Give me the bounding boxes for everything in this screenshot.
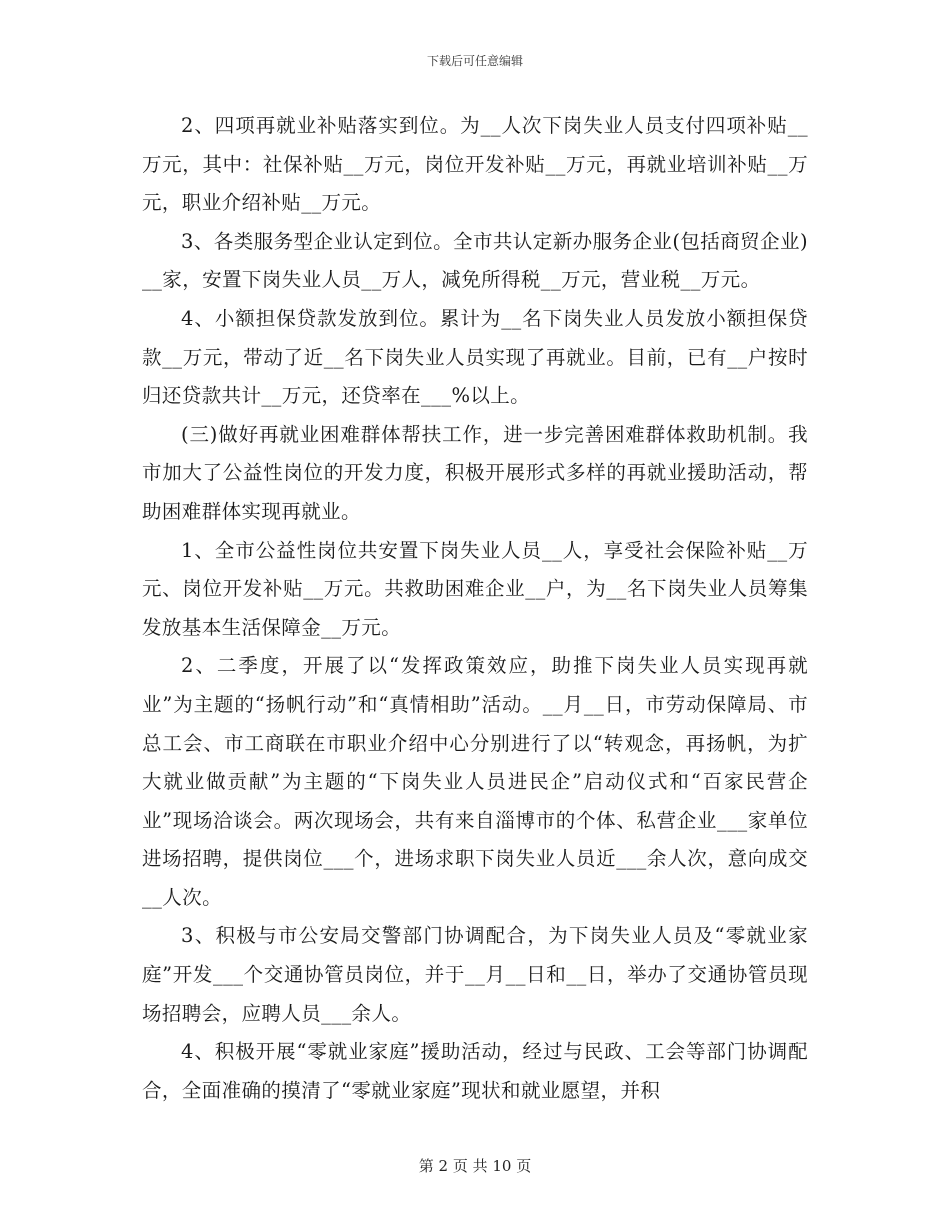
paragraph-subsidies: 2、四项再就业补贴落实到位。为__人次下岗失业人员支付四项补贴__万元，其中：社保补贴__万元，岗位开发补贴__万元，再就业培训补贴__万元，职业介绍补贴__万元。 (142, 114, 808, 215)
paragraph-section-three: (三)做好再就业困难群体帮扶工作，进一步完善困难群体救助机制。我市加大了公益性岗位的开发力度，积极开展形式多样的再就业援助活动，帮助困难群体实现再就业。 (142, 422, 808, 523)
paragraph-traffic-assistant-posts: 3、积极与市公安局交警部门协调配合，为下岗失业人员及“零就业家庭”开发___个交通协管员岗位，并于__月__日和__日，举办了交通协管员现场招聘会，应聘人员___余人。 (142, 924, 808, 1025)
page-footer: 第 2 页 共 10 页 (418, 1157, 532, 1175)
paragraph-zero-employment-families: 4、积极开展“零就业家庭”援助活动，经过与民政、工会等部门协调配合，全面准确的摸清了“零就业家庭”现状和就业愿望，并积 (142, 1040, 808, 1102)
document-body (142, 107, 808, 1110)
paragraph-second-quarter-activities: 2、二季度，开展了以“发挥政策效应，助推下岗失业人员实现再就业”为主题的“扬帆行动”和“真情相助”活动。__月__日，市劳动保障局、市总工会、市工商联在市职业介绍中心分别进行了以“转观念，再扬帆，为扩大就业做贡献”为主题的“下岗失业人员进民企”启动仪式和“百家民营企业”现场洽谈会。两次现场会，共有来自淄博市的个体、私营企业___家单位进场招聘，提供岗位___个，进场求职下岗失业人员近___余人次，意向成交__人次。 (142, 654, 808, 909)
page-header: 下载后可任意编辑 (426, 54, 523, 68)
paragraph-public-welfare-posts: 1、全市公益性岗位共安置下岗失业人员__人，享受社会保险补贴__万元、岗位开发补贴__万元。共救助困难企业__户，为__名下岗失业人员筹集发放基本生活保障金__万元。 (142, 538, 808, 639)
paragraph-service-enterprises: 3、各类服务型企业认定到位。全市共认定新办服务企业(包括商贸企业)__家，安置下岗失业人员__万人，减免所得税__万元，营业税__万元。 (142, 229, 808, 292)
paragraph-guaranteed-loans: 4、小额担保贷款发放到位。累计为__名下岗失业人员发放小额担保贷款__万元，带动了近__名下岗失业人员实现了再就业。目前，已有__户按时归还贷款共计__万元，还贷率在___%以上。 (142, 306, 808, 408)
